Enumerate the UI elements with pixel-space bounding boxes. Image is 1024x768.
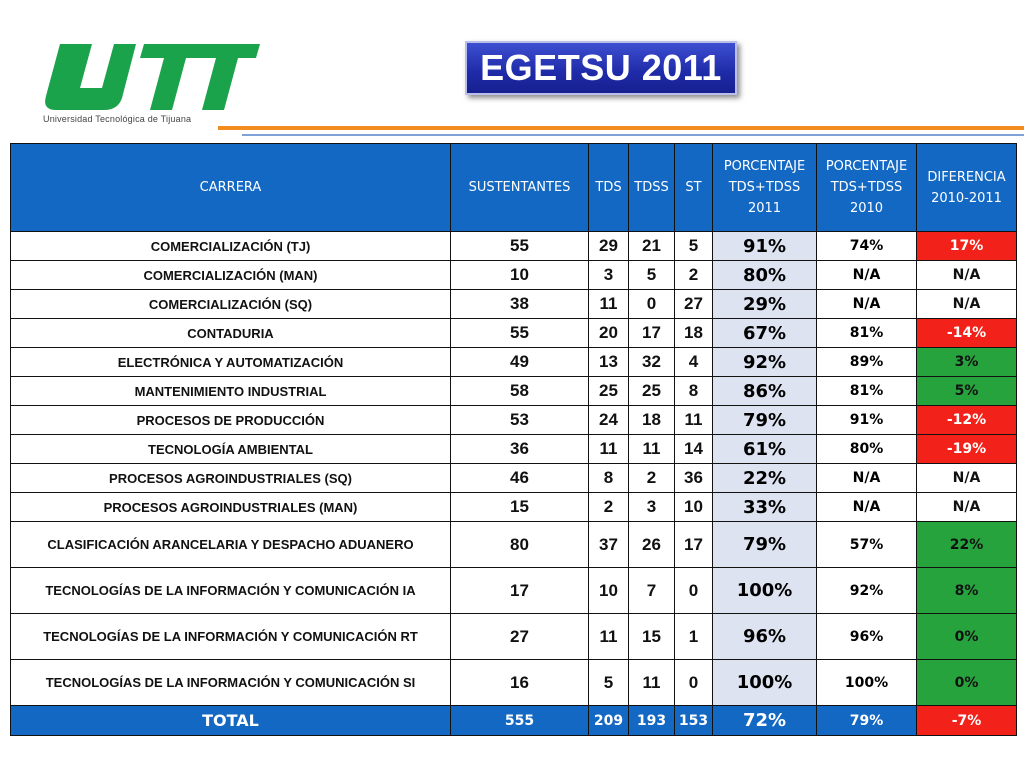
carrera-cell: TECNOLOGÍAS DE LA INFORMACIÓN Y COMUNICACIÓN RT — [11, 614, 451, 660]
porcentaje-2010-cell: N/A — [817, 290, 917, 319]
st-cell: 153 — [675, 706, 713, 736]
carrera-cell: TECNOLOGÍAS DE LA INFORMACIÓN Y COMUNICACIÓN SI — [11, 660, 451, 706]
diferencia-cell: 3% — [917, 348, 1017, 377]
table-row — [11, 406, 1017, 435]
st-cell: 4 — [675, 348, 713, 377]
porcentaje-2010-cell: 96% — [817, 614, 917, 660]
tdss-cell: 0 — [629, 290, 675, 319]
st-cell: 27 — [675, 290, 713, 319]
diferencia-cell: 5% — [917, 377, 1017, 406]
porcentaje-2011-cell: 91% — [713, 232, 817, 261]
logo-caption: Universidad Tecnológica de Tijuana — [43, 114, 192, 124]
tds-cell: 25 — [589, 377, 629, 406]
carrera-cell: COMERCIALIZACIÓN (MAN) — [11, 261, 451, 290]
tds-cell: 11 — [589, 435, 629, 464]
tdss-cell: 21 — [629, 232, 675, 261]
porcentaje-2011-cell: 33% — [713, 493, 817, 522]
porcentaje-2011-cell: 29% — [713, 290, 817, 319]
sustentantes-cell: 58 — [451, 377, 589, 406]
porcentaje-2010-cell: 81% — [817, 319, 917, 348]
carrera-cell: PROCESOS AGROINDUSTRIALES (SQ) — [11, 464, 451, 493]
tdss-cell: 11 — [629, 435, 675, 464]
tdss-cell: 7 — [629, 568, 675, 614]
tds-cell: 13 — [589, 348, 629, 377]
st-cell: 0 — [675, 568, 713, 614]
sustentantes-cell: 555 — [451, 706, 589, 736]
diferencia-cell: 0% — [917, 614, 1017, 660]
sustentantes-cell: 49 — [451, 348, 589, 377]
diferencia-cell: 0% — [917, 660, 1017, 706]
tdss-cell: 2 — [629, 464, 675, 493]
divider-orange — [218, 126, 1024, 130]
column-header: PORCENTAJE TDS+TDSS 2010 — [817, 144, 917, 232]
tds-cell: 20 — [589, 319, 629, 348]
carrera-cell: TECNOLOGÍA AMBIENTAL — [11, 435, 451, 464]
tds-cell: 29 — [589, 232, 629, 261]
tdss-cell: 26 — [629, 522, 675, 568]
diferencia-cell: -14% — [917, 319, 1017, 348]
tdss-cell: 15 — [629, 614, 675, 660]
carrera-cell: TOTAL — [11, 706, 451, 736]
tds-cell: 8 — [589, 464, 629, 493]
utt-logo — [40, 40, 260, 130]
porcentaje-2011-cell: 61% — [713, 435, 817, 464]
porcentaje-2010-cell: 81% — [817, 377, 917, 406]
table-header-row — [11, 144, 1017, 232]
tds-cell: 2 — [589, 493, 629, 522]
diferencia-cell: -19% — [917, 435, 1017, 464]
porcentaje-2010-cell: 79% — [817, 706, 917, 736]
carrera-cell: COMERCIALIZACIÓN (TJ) — [11, 232, 451, 261]
carrera-cell: PROCESOS AGROINDUSTRIALES (MAN) — [11, 493, 451, 522]
porcentaje-2011-cell: 92% — [713, 348, 817, 377]
st-cell: 11 — [675, 406, 713, 435]
carrera-cell: CONTADURIA — [11, 319, 451, 348]
table-row — [11, 348, 1017, 377]
diferencia-cell: N/A — [917, 290, 1017, 319]
carrera-cell: PROCESOS DE PRODUCCIÓN — [11, 406, 451, 435]
diferencia-cell: N/A — [917, 261, 1017, 290]
porcentaje-2011-cell: 80% — [713, 261, 817, 290]
sustentantes-cell: 46 — [451, 464, 589, 493]
tds-cell: 209 — [589, 706, 629, 736]
carrera-cell: TECNOLOGÍAS DE LA INFORMACIÓN Y COMUNICACIÓN IA — [11, 568, 451, 614]
table-row — [11, 435, 1017, 464]
tdss-cell: 11 — [629, 660, 675, 706]
porcentaje-2010-cell: 89% — [817, 348, 917, 377]
table-row — [11, 290, 1017, 319]
porcentaje-2011-cell: 67% — [713, 319, 817, 348]
st-cell: 18 — [675, 319, 713, 348]
column-header: DIFERENCIA 2010-2011 — [917, 144, 1017, 232]
tds-cell: 37 — [589, 522, 629, 568]
column-header: ST — [675, 144, 713, 232]
sustentantes-cell: 10 — [451, 261, 589, 290]
table-body — [11, 232, 1017, 736]
results-table — [10, 143, 1017, 736]
carrera-cell: ELECTRÓNICA Y AUTOMATIZACIÓN — [11, 348, 451, 377]
porcentaje-2011-cell: 79% — [713, 406, 817, 435]
st-cell: 1 — [675, 614, 713, 660]
divider-blue — [242, 134, 1024, 136]
tds-cell: 10 — [589, 568, 629, 614]
table-row — [11, 614, 1017, 660]
porcentaje-2011-cell: 72% — [713, 706, 817, 736]
column-header: TDSS — [629, 144, 675, 232]
tds-cell: 24 — [589, 406, 629, 435]
total-row — [11, 706, 1017, 736]
st-cell: 2 — [675, 261, 713, 290]
tdss-cell: 5 — [629, 261, 675, 290]
table-row — [11, 377, 1017, 406]
sustentantes-cell: 80 — [451, 522, 589, 568]
sustentantes-cell: 36 — [451, 435, 589, 464]
tds-cell: 5 — [589, 660, 629, 706]
st-cell: 10 — [675, 493, 713, 522]
table-row — [11, 660, 1017, 706]
diferencia-cell: 22% — [917, 522, 1017, 568]
porcentaje-2011-cell: 96% — [713, 614, 817, 660]
porcentaje-2010-cell: N/A — [817, 261, 917, 290]
sustentantes-cell: 38 — [451, 290, 589, 319]
carrera-cell: MANTENIMIENTO INDUSTRIAL — [11, 377, 451, 406]
porcentaje-2011-cell: 86% — [713, 377, 817, 406]
table-row — [11, 568, 1017, 614]
porcentaje-2010-cell: N/A — [817, 464, 917, 493]
diferencia-cell: 17% — [917, 232, 1017, 261]
diferencia-cell: 8% — [917, 568, 1017, 614]
diferencia-cell: N/A — [917, 464, 1017, 493]
st-cell: 17 — [675, 522, 713, 568]
sustentantes-cell: 55 — [451, 232, 589, 261]
porcentaje-2011-cell: 79% — [713, 522, 817, 568]
tdss-cell: 18 — [629, 406, 675, 435]
sustentantes-cell: 15 — [451, 493, 589, 522]
tdss-cell: 32 — [629, 348, 675, 377]
diferencia-cell: -12% — [917, 406, 1017, 435]
st-cell: 14 — [675, 435, 713, 464]
table-row — [11, 493, 1017, 522]
tdss-cell: 193 — [629, 706, 675, 736]
title-banner — [465, 41, 737, 95]
diferencia-cell: N/A — [917, 493, 1017, 522]
column-header: TDS — [589, 144, 629, 232]
st-cell: 0 — [675, 660, 713, 706]
carrera-cell: CLASIFICACIÓN ARANCELARIA Y DESPACHO ADUANERO — [11, 522, 451, 568]
sustentantes-cell: 53 — [451, 406, 589, 435]
page-title: EGETSU 2011 — [480, 47, 722, 88]
tds-cell: 11 — [589, 290, 629, 319]
porcentaje-2010-cell: 100% — [817, 660, 917, 706]
table-row — [11, 232, 1017, 261]
table-row — [11, 522, 1017, 568]
st-cell: 5 — [675, 232, 713, 261]
st-cell: 36 — [675, 464, 713, 493]
sustentantes-cell: 55 — [451, 319, 589, 348]
porcentaje-2011-cell: 100% — [713, 660, 817, 706]
porcentaje-2011-cell: 100% — [713, 568, 817, 614]
st-cell: 8 — [675, 377, 713, 406]
porcentaje-2010-cell: 92% — [817, 568, 917, 614]
tdss-cell: 25 — [629, 377, 675, 406]
porcentaje-2010-cell: 74% — [817, 232, 917, 261]
porcentaje-2010-cell: 80% — [817, 435, 917, 464]
column-header: PORCENTAJE TDS+TDSS 2011 — [713, 144, 817, 232]
sustentantes-cell: 27 — [451, 614, 589, 660]
tdss-cell: 3 — [629, 493, 675, 522]
sustentantes-cell: 17 — [451, 568, 589, 614]
carrera-cell: COMERCIALIZACIÓN (SQ) — [11, 290, 451, 319]
utt-logo-icon — [40, 40, 260, 112]
tdss-cell: 17 — [629, 319, 675, 348]
table-row — [11, 261, 1017, 290]
porcentaje-2010-cell: 91% — [817, 406, 917, 435]
diferencia-cell: -7% — [917, 706, 1017, 736]
column-header: SUSTENTANTES — [451, 144, 589, 232]
porcentaje-2010-cell: 57% — [817, 522, 917, 568]
sustentantes-cell: 16 — [451, 660, 589, 706]
column-header: CARRERA — [11, 144, 451, 232]
porcentaje-2010-cell: N/A — [817, 493, 917, 522]
table-row — [11, 464, 1017, 493]
porcentaje-2011-cell: 22% — [713, 464, 817, 493]
tds-cell: 11 — [589, 614, 629, 660]
table-row — [11, 319, 1017, 348]
tds-cell: 3 — [589, 261, 629, 290]
